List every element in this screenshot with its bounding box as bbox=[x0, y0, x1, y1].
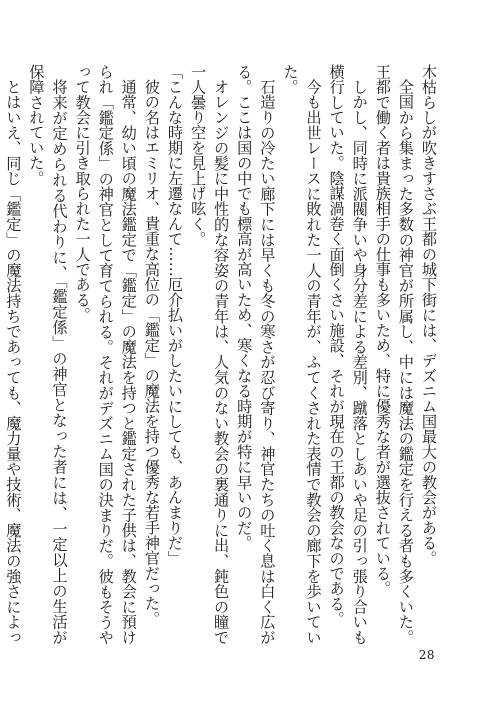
paragraph: 今も出世レースに敗れた一人の青年が、ふてくされた表情で教会の廊下を歩いていた。 bbox=[281, 64, 323, 645]
paragraph: 将来が定められる代わりに、「鑑定係」の神官となった者には、一定以上の生活が保障されていた。 bbox=[27, 64, 69, 645]
paragraph: 石造りの冷たい廊下には早くも冬の寒さが忍び寄り、神官たちの吐く息は白く広がる。ここは国の中でも標高が高いため、寒くなる時期が特に早いのだ。 bbox=[235, 64, 277, 645]
paragraph: オレンジの髪に中性的な容姿の青年は、人気のない教会の裏通りに出、鈍色の瞳で一人曇り空を見上げ呟く。 bbox=[189, 64, 231, 645]
vertical-text-body bbox=[4, 64, 440, 645]
paragraph: 彼の名はエミリオ、貴重な高位の「鑑定」の魔法を持つ優秀な若手神官だった。 bbox=[142, 79, 161, 627]
dialogue-line: 「こんな時期に左遷なんて……厄介払いがしたいにしても、あんまりだ」 bbox=[165, 64, 184, 566]
paragraph: しかし、同時に派閥争いや身分差による差別、蹴落としあいや足の引っ張り合いも横行していた。陰謀渦巻く面倒くさい施設、それが現在の王都の教会なのである。 bbox=[327, 64, 369, 645]
paragraph: 通常、幼い頃の魔法鑑定で「鑑定」の魔法を持つと鑑定された子供は、教会に預けられ「鑑定係」の神官として育てられる。それがデズニム国の決まりだ。彼もそうやって教会に引き取られた一人である。 bbox=[73, 64, 138, 645]
paragraph: 木枯らしが吹きすさぶ王都の城下街には、デズニム国最大の教会がある。 bbox=[420, 64, 438, 566]
page-number: 28 bbox=[418, 648, 435, 662]
paragraph: 全国から集まった多数の神官が所属し、中には魔法の鑑定を行える者も多くいた。王都で働く者は貴族相手の仕事も多いため、特に優秀な者が選抜されている。 bbox=[373, 64, 415, 645]
paragraph: とはいえ、同じ「鑑定」の魔法持ちであっても、魔力量や技術、魔法の強さによっ bbox=[4, 79, 23, 645]
